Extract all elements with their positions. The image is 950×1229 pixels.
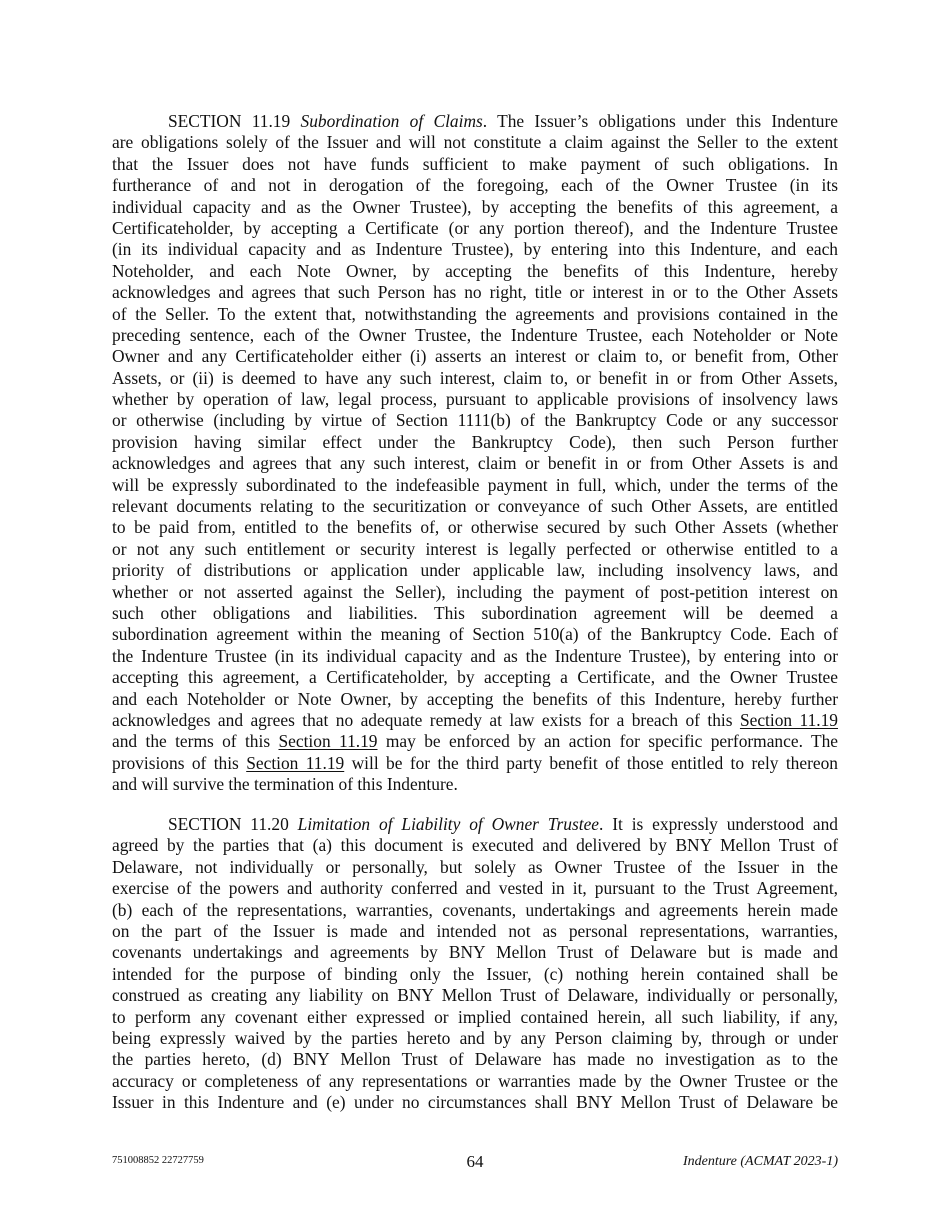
- text-line: whether by operation of law, legal process, pursuant to applicable provisions of insolvency laws: [112, 389, 838, 410]
- text-segment: provisions of this: [112, 752, 247, 773]
- text-line: agreed by the parties that (a) this document is executed and delivered by BNY Mellon Trust of: [112, 835, 838, 856]
- section-reference-link[interactable]: Section 11.19: [246, 752, 345, 773]
- text-line: of the Seller. To the extent that, notwithstanding the agreements and provisions contained in the: [112, 303, 838, 324]
- text-line: accepting this agreement, a Certificateholder, by accepting a Certificate, and the Owner Trustee: [112, 667, 838, 688]
- text-line: Issuer in this Indenture and (e) under no circumstances shall BNY Mellon Trust of Delaware be: [112, 1092, 838, 1113]
- text-line: to perform any covenant either expressed or implied contained herein, all such liability, if any,: [112, 1006, 838, 1027]
- footer-document-title: Indenture (ACMAT 2023-1): [682, 1154, 838, 1169]
- text-line: (in its individual capacity and as Indenture Trustee), by entering into this Indenture, and each: [112, 239, 838, 260]
- text-line: exercise of the powers and authority conferred and vested in it, pursuant to the Trust Agreement,: [112, 878, 838, 899]
- text-line: intended for the purpose of binding only the Issuer, (c) nothing herein contained shall be: [112, 963, 838, 984]
- text-line: [112, 710, 838, 731]
- text-line: acknowledges and agrees that such Person has no right, title or interest in or to the Other Assets: [112, 282, 838, 303]
- section-11-20-paragraph: [112, 814, 838, 1113]
- section-11-19-paragraph: [112, 111, 838, 796]
- text-line: Delaware, not individually or personally, but solely as Owner Trustee of the Issuer in the: [112, 856, 838, 877]
- text-line: or otherwise (including by virtue of Section 1111(b) of the Bankruptcy Code or any successor: [112, 410, 838, 431]
- text-line: on the part of the Issuer is made and intended not as personal representations, warranties,: [112, 920, 838, 941]
- page-number: 64: [466, 1152, 484, 1171]
- text-segment: acknowledges and agrees that no adequate remedy at law exists for a breach of this: [112, 709, 740, 730]
- section-reference-link[interactable]: Section 11.19: [278, 731, 378, 752]
- text-segment: . The Issuer’s obligations under this Indenture: [482, 111, 839, 131]
- text-line: individual capacity and as the Owner Trustee), by accepting the benefits of this agreement, a: [112, 196, 838, 217]
- text-line: covenants undertakings and agreements by BNY Mellon Trust of Delaware but is made and: [112, 942, 838, 963]
- text-line: [112, 731, 838, 752]
- text-line: provision having similar effect under the Bankruptcy Code), then such Person further: [112, 431, 838, 452]
- text-segment: . It is expressly understood and: [599, 814, 838, 834]
- text-line: such other obligations and liabilities. This subordination agreement will be deemed a: [112, 602, 838, 623]
- text-line: acknowledges and agrees that any such interest, claim or benefit in or from Other Assets is and: [112, 453, 838, 474]
- section-reference-link[interactable]: Section 11.19: [739, 709, 839, 730]
- text-line: Assets, or (ii) is deemed to have any such interest, claim to, or benefit in or from Other Assets,: [112, 367, 838, 388]
- text-line: that the Issuer does not have funds sufficient to make payment of such obligations. In: [112, 153, 838, 174]
- text-line: the Indenture Trustee (in its individual capacity and as the Indenture Trustee), by entering into or: [112, 645, 838, 666]
- text-line: Noteholder, and each Note Owner, by accepting the benefits of this Indenture, hereby: [112, 260, 838, 281]
- text-segment: and the terms of this: [112, 731, 279, 752]
- text-segment: will be for the third party benefit of those entitled to rely thereon: [344, 752, 839, 773]
- text-line: and will survive the termination of this Indenture.: [112, 774, 458, 795]
- text-line: (b) each of the representations, warranties, covenants, undertakings and agreements herein made: [112, 899, 838, 920]
- text-line: accuracy or completeness of any representations or warranties made by the Owner Trustee or the: [112, 1070, 838, 1091]
- text-line: subordination agreement within the meaning of Section 510(a) of the Bankruptcy Code. Each of: [112, 624, 838, 645]
- text-line: priority of distributions or application under applicable law, including insolvency laws, and: [112, 560, 838, 581]
- text-line: being expressly waived by the parties hereto and by any Person claiming by, through or under: [112, 1027, 838, 1048]
- text-line: furtherance of and not in derogation of the foregoing, each of the Owner Trustee (in its: [112, 175, 838, 196]
- text-line: to be paid from, entitled to the benefits of, or otherwise secured by such Other Assets (whether: [112, 517, 838, 538]
- text-line: will be expressly subordinated to the indefeasible payment in full, which, under the terms of the: [112, 474, 838, 495]
- text-line: [112, 111, 838, 132]
- document-id: 751008852 22727759: [112, 1155, 204, 1166]
- text-segment: SECTION 11.20: [168, 814, 298, 834]
- text-line: [112, 753, 838, 774]
- text-line: the parties hereto, (d) BNY Mellon Trust of Delaware has made no investigation as to the: [112, 1049, 838, 1070]
- text-line: relevant documents relating to the securitization or conveyance of such Other Assets, are entitled: [112, 496, 838, 517]
- section-title: Subordination of Claims: [300, 111, 483, 131]
- text-line: Certificateholder, by accepting a Certificate (or any portion thereof), and the Indenture Trustee: [112, 217, 838, 238]
- text-line: Owner and any Certificateholder either (i) asserts an interest or claim to, or benefit from, Other: [112, 346, 838, 367]
- text-line: [112, 814, 838, 835]
- text-line: and each Noteholder or Note Owner, by accepting the benefits of this Indenture, hereby further: [112, 688, 838, 709]
- text-line: are obligations solely of the Issuer and will not constitute a claim against the Seller to the extent: [112, 132, 838, 153]
- text-segment: SECTION 11.19: [168, 111, 301, 131]
- text-segment: may be enforced by an action for specific performance. The: [377, 731, 839, 752]
- text-line: construed as creating any liability on BNY Mellon Trust of Delaware, individually or personally,: [112, 985, 838, 1006]
- text-line: or not any such entitlement or security interest is legally perfected or otherwise entitled to a: [112, 538, 838, 559]
- section-title: Limitation of Liability of Owner Trustee: [297, 814, 600, 834]
- text-line: preceding sentence, each of the Owner Trustee, the Indenture Trustee, each Noteholder or Note: [112, 324, 838, 345]
- text-line: whether or not asserted against the Seller), including the payment of post-petition interest on: [112, 581, 838, 602]
